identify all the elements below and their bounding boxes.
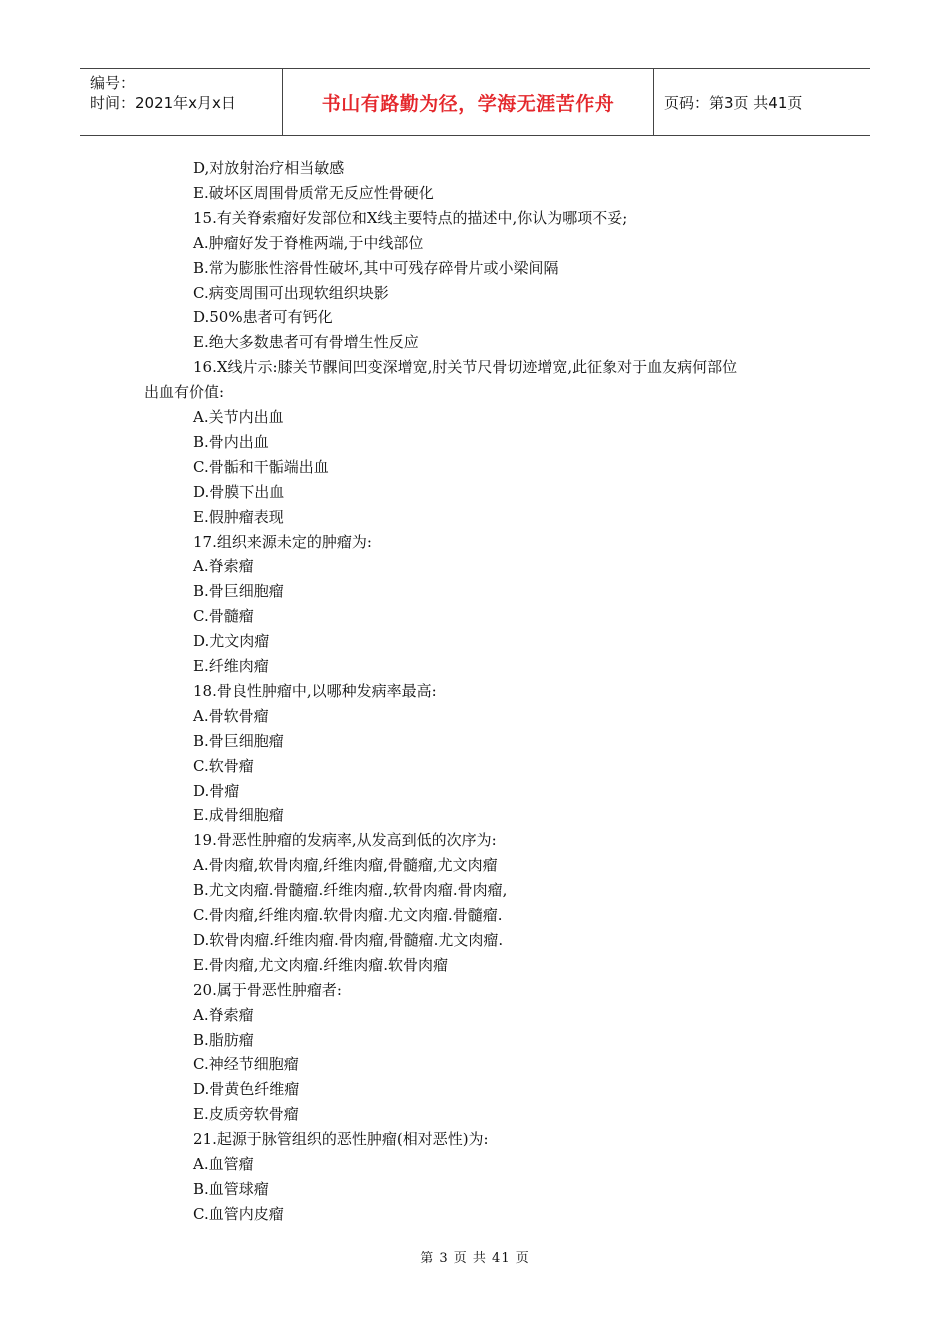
text-line: D.软骨肉瘤.纤维肉瘤.骨肉瘤,骨髓瘤.尤文肉瘤. (193, 930, 504, 949)
text-line: A.肿瘤好发于脊椎两端,于中线部位 (193, 233, 424, 252)
text-line: B.尤文肉瘤.骨髓瘤.纤维肉瘤.,软骨肉瘤.骨肉瘤, (193, 881, 508, 900)
text-line: C.骨肉瘤,纤维肉瘤.软骨肉瘤.尤文肉瘤.骨髓瘤. (193, 906, 503, 924)
document-date-label: 时间：2021年x月x日 (90, 94, 236, 112)
text-line: E.成骨细胞瘤 (193, 806, 284, 825)
header-motto-cell (282, 69, 654, 135)
text-line: D.骨膜下出血 (193, 482, 285, 501)
text-line: C.病变周围可出现软组织块影 (193, 283, 389, 302)
text-line: E.骨肉瘤,尤文肉瘤.纤维肉瘤.软骨肉瘤 (193, 955, 449, 974)
text-line: 21.起源于脉管组织的恶性肿瘤(相对恶性)为: (193, 1130, 489, 1149)
text-line: D.骨黄色纤维瘤 (193, 1080, 300, 1099)
text-line: B.骨巨细胞瘤 (193, 731, 284, 750)
text-line: E.假肿瘤表现 (193, 507, 284, 526)
text-line: C.骨骺和干骺端出血 (193, 457, 329, 476)
text-line: 17.组织来源未定的肿瘤为: (193, 532, 372, 551)
document-number-label: 编号： (90, 74, 136, 92)
text-line: A.脊索瘤 (193, 557, 254, 576)
text-line: C.血管内皮瘤 (193, 1204, 284, 1223)
text-line: D.骨瘤 (193, 781, 240, 800)
text-line: E.皮质旁软骨瘤 (193, 1105, 299, 1124)
text-line: 18.骨良性肿瘤中,以哪种发病率最高: (193, 681, 437, 700)
page-footer: 第 3 页 共 41 页 (420, 1251, 530, 1266)
header-page-info: 页码：第3页 共41页 (664, 93, 803, 112)
text-line: 出血有价值: (144, 383, 225, 402)
text-line: A.脊索瘤 (193, 1005, 254, 1024)
text-line: A.血管瘤 (193, 1155, 254, 1173)
text-line: 20.属于骨恶性肿瘤者: (193, 980, 342, 999)
text-line: B.脂肪瘤 (193, 1030, 254, 1049)
text-line: D.尤文肉瘤 (193, 632, 270, 651)
text-line: A.骨肉瘤,软骨肉瘤,纤维肉瘤,骨髓瘤,尤文肉瘤 (193, 856, 498, 875)
header-motto: 书山有路勤为径，学海无涯苦作舟 (321, 92, 615, 115)
text-line: A.关节内出血 (193, 408, 284, 426)
text-line: 19.骨恶性肿瘤的发病率,从发高到低的次序为: (193, 831, 497, 850)
text-line: C.骨髓瘤 (193, 607, 254, 626)
text-line: 16.X线片示:膝关节髁间凹变深增宽,肘关节尺骨切迹增宽,此征象对于血友病何部位 (193, 358, 738, 377)
text-line: A.骨软骨瘤 (193, 706, 269, 725)
text-line: 15.有关脊索瘤好发部位和X线主要特点的描述中,你认为哪项不妥; (193, 208, 628, 227)
text-line: B.骨巨细胞瘤 (193, 582, 284, 601)
text-line: B.骨内出血 (193, 432, 269, 451)
text-line: C.神经节细胞瘤 (193, 1055, 299, 1074)
header-page-info-cell (654, 69, 870, 135)
document-header (80, 68, 870, 136)
text-line: D,对放射治疗相当敏感 (193, 159, 345, 177)
header-meta (80, 69, 282, 135)
text-line: D.50%患者可有钙化 (193, 308, 333, 327)
text-line: C.软骨瘤 (193, 756, 254, 775)
text-line: E.破坏区周围骨质常无反应性骨硬化 (193, 183, 434, 202)
text-line: B.血管球瘤 (193, 1179, 269, 1198)
text-line: E.纤维肉瘤 (193, 657, 269, 675)
text-line: E.绝大多数患者可有骨增生性反应 (193, 333, 419, 352)
text-line: B.常为膨胀性溶骨性破坏,其中可残存碎骨片或小梁间隔 (193, 258, 559, 277)
